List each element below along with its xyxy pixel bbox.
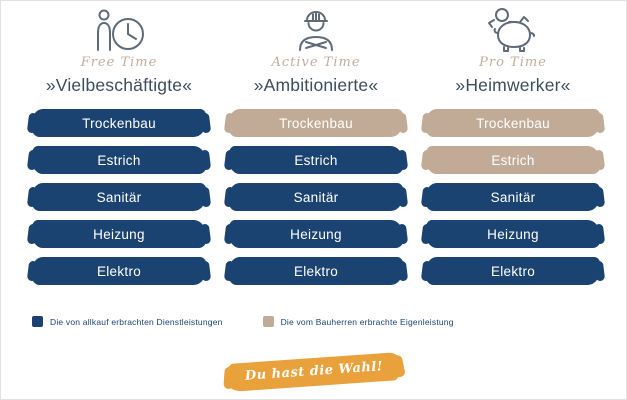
bar-estrich <box>228 146 404 174</box>
person-clock-icon <box>88 7 150 53</box>
time-label: Active Time <box>271 55 361 70</box>
column-title: »Heimwerker« <box>455 75 571 95</box>
bar-label: Trockenbau <box>279 115 353 131</box>
bar-label: Estrich <box>97 152 141 168</box>
bar-label: Sanitär <box>293 189 339 205</box>
bar-label: Elektro <box>96 263 142 279</box>
legend-item-own-work <box>263 316 454 327</box>
legend <box>32 316 454 327</box>
bar-label: Heizung <box>290 226 342 242</box>
bar-elektro <box>228 257 404 285</box>
column-ambitionierte <box>228 7 404 294</box>
columns-row <box>31 7 601 294</box>
bar-sanitaer <box>31 183 207 211</box>
construction-worker-icon <box>293 7 339 53</box>
time-label: Pro Time <box>479 55 547 70</box>
legend-item-services <box>32 316 223 327</box>
piggy-bank-icon <box>484 7 542 53</box>
bar-label: Estrich <box>491 152 535 168</box>
badge-label: Du hast die Wahl! <box>243 359 383 384</box>
bar-trockenbau <box>228 109 404 137</box>
bar-sanitaer <box>425 183 601 211</box>
bar-heizung <box>31 220 207 248</box>
bar-estrich <box>425 146 601 174</box>
bar-label: Elektro <box>490 263 536 279</box>
legend-swatch-beige <box>263 316 274 327</box>
bar-sanitaer <box>228 183 404 211</box>
bar-label: Trockenbau <box>476 115 550 131</box>
bar-list <box>425 109 601 294</box>
legend-swatch-navy <box>32 316 43 327</box>
bar-label: Heizung <box>93 226 145 242</box>
bar-label: Elektro <box>293 263 339 279</box>
column-vielbeschaeftigte <box>31 7 207 294</box>
bar-trockenbau <box>31 109 207 137</box>
bar-elektro <box>425 257 601 285</box>
bar-label: Sanitär <box>490 189 536 205</box>
legend-label: Die von allkauf erbrachten Dienstleistungen <box>50 316 223 327</box>
bar-label: Sanitär <box>96 189 142 205</box>
bar-list <box>31 109 207 294</box>
bar-elektro <box>31 257 207 285</box>
choice-badge <box>226 352 402 392</box>
bar-label: Estrich <box>294 152 338 168</box>
bar-estrich <box>31 146 207 174</box>
bar-label: Trockenbau <box>82 115 156 131</box>
bar-list <box>228 109 404 294</box>
bar-heizung <box>425 220 601 248</box>
column-heimwerker <box>425 7 601 294</box>
time-label: Free Time <box>80 55 158 70</box>
column-title: »Ambitionierte« <box>253 75 379 95</box>
legend-label: Die vom Bauherren erbrachte Eigenleistung <box>280 316 454 327</box>
bar-trockenbau <box>425 109 601 137</box>
column-title: »Vielbeschäftigte« <box>45 75 193 95</box>
bar-label: Heizung <box>487 226 539 242</box>
bar-heizung <box>228 220 404 248</box>
